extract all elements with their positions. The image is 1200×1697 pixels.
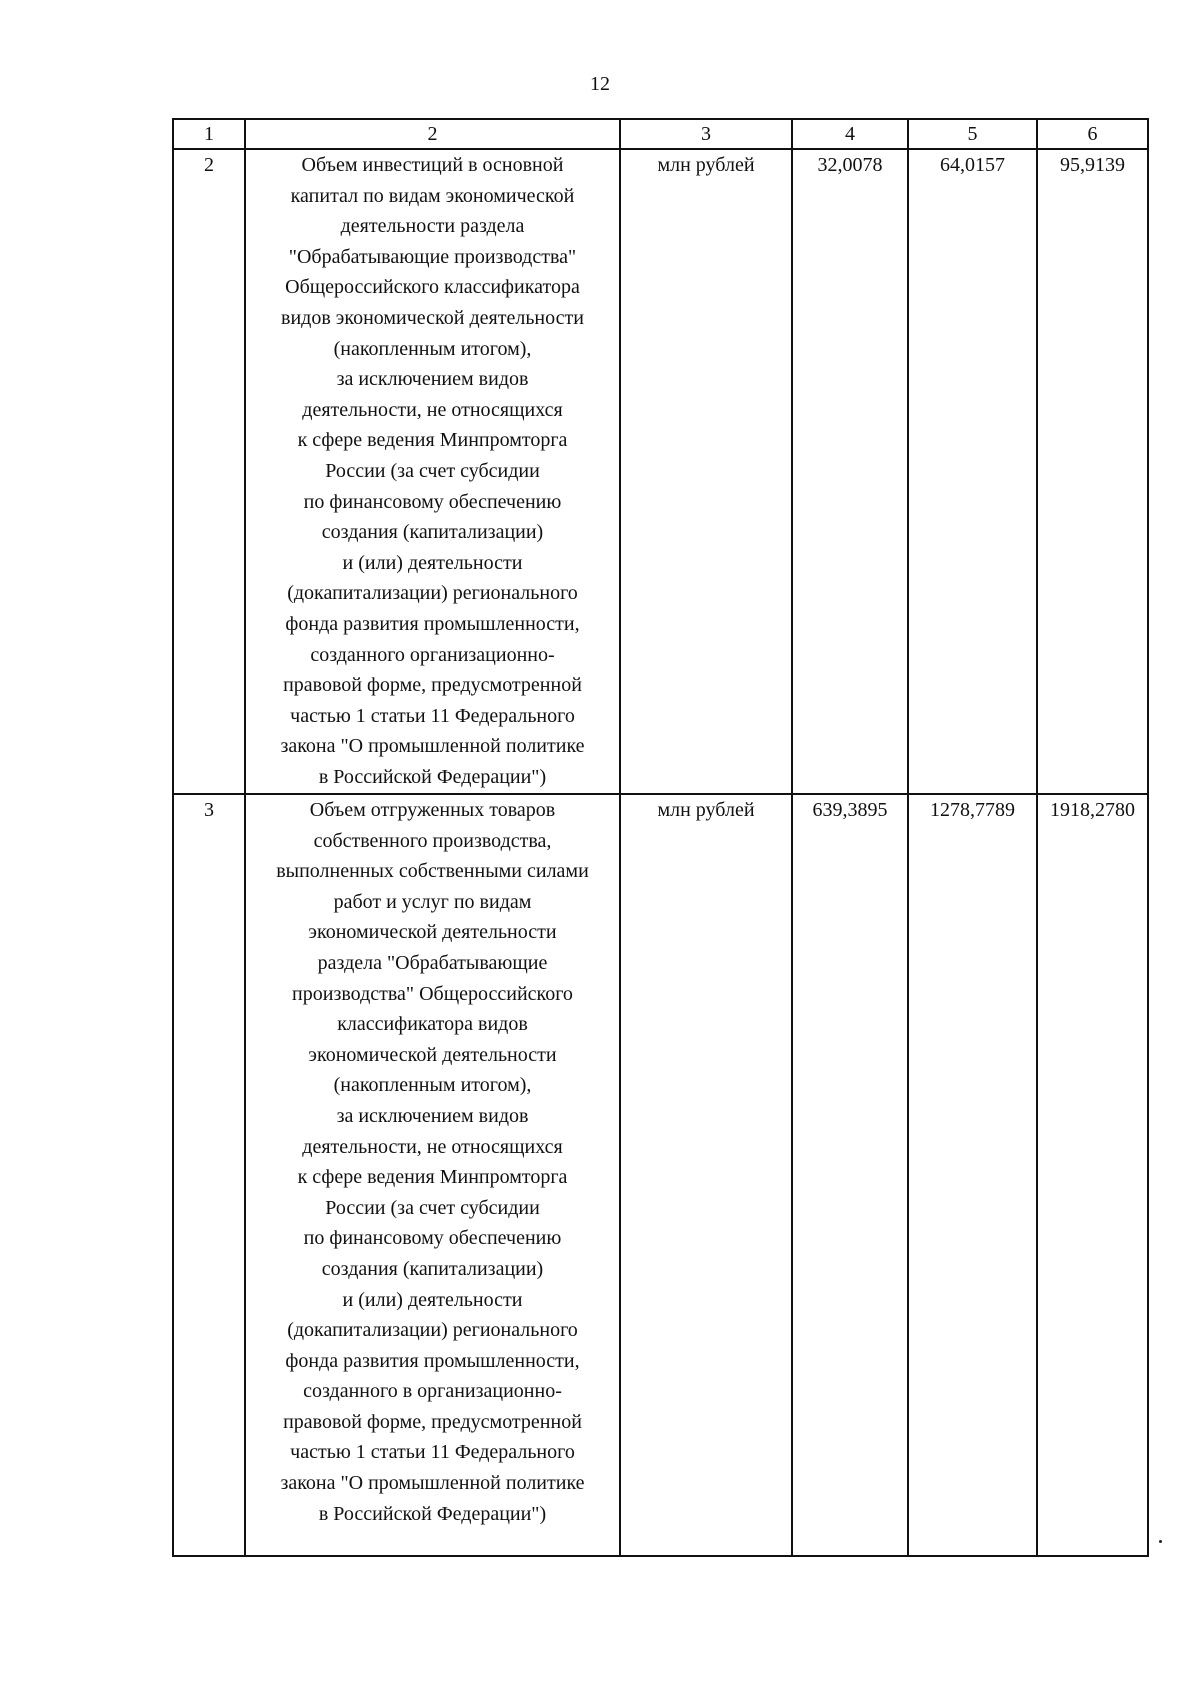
indicator-description-cell xyxy=(245,794,620,1556)
description-line: (докапитализации) регионального xyxy=(287,1319,578,1342)
description-line: по финансовому обеспечению xyxy=(303,490,562,513)
description-line: (накопленным итогом), xyxy=(333,1074,532,1097)
description-line: России (за счет субсидии xyxy=(325,459,540,482)
description-line: раздела "Обрабатывающие xyxy=(317,951,548,974)
description-line: закона "О промышленной политике xyxy=(280,735,585,758)
indicators-table xyxy=(172,118,1149,1557)
description-line: за исключением видов xyxy=(336,1104,529,1127)
unit-cell: млн рублей xyxy=(620,149,792,794)
description-line: и (или) деятельности xyxy=(342,1288,523,1311)
description-line: правовой форме, предусмотренной xyxy=(283,674,582,697)
value-cell-6: 95,9139 xyxy=(1037,149,1148,794)
description-line: производства" Общероссийского xyxy=(292,982,573,1005)
description-line: за исключением видов xyxy=(336,368,529,391)
description-line: классификатора видов xyxy=(337,1013,528,1036)
description-line: России (за счет субсидии xyxy=(325,1196,540,1219)
description-line: экономической деятельности xyxy=(308,1043,557,1066)
value-cell-5: 1278,7789 xyxy=(908,794,1037,1556)
description-line: в Российской Федерации") xyxy=(318,765,547,788)
description-line: Объем отгруженных товаров xyxy=(309,799,556,821)
description-line: Общероссийского классификатора xyxy=(285,276,580,299)
column-header-1: 1 xyxy=(173,119,245,149)
description-line: собственного производства, xyxy=(313,829,552,852)
description-line: к сфере ведения Минпромторга xyxy=(297,429,568,452)
description-line: деятельности раздела xyxy=(340,215,525,238)
description-line: к сфере ведения Минпромторга xyxy=(297,1166,568,1189)
column-header-3: 3 xyxy=(620,119,792,149)
description-line: фонда развития промышленности, xyxy=(285,1349,580,1372)
description-line: выполненных собственными силами xyxy=(276,860,589,883)
column-header-4: 4 xyxy=(792,119,908,149)
description-line: деятельности, не относящихся xyxy=(302,398,563,421)
description-line: частью 1 статьи 11 Федерального xyxy=(290,704,575,727)
stray-mark xyxy=(1159,1540,1162,1543)
description-line: по финансовому обеспечению xyxy=(303,1227,562,1250)
description-line: закона "О промышленной политике xyxy=(280,1472,585,1495)
description-line: в Российской Федерации") xyxy=(318,1502,547,1525)
row-number-cell: 2 xyxy=(173,149,245,794)
description-line: создания (капитализации) xyxy=(321,1257,544,1280)
description-line: частью 1 статьи 11 Федерального xyxy=(290,1441,575,1464)
column-header-6: 6 xyxy=(1037,119,1148,149)
value-cell-5: 64,0157 xyxy=(908,149,1037,794)
column-header-5: 5 xyxy=(908,119,1037,149)
description-line: созданного организационно- xyxy=(310,643,555,666)
description-line: фонда развития промышленности, xyxy=(285,612,580,635)
row-number-cell: 3 xyxy=(173,794,245,1556)
table-row xyxy=(173,149,1148,794)
column-number-row xyxy=(173,119,1148,149)
unit-cell: млн рублей xyxy=(620,794,792,1556)
value-cell-6: 1918,2780 xyxy=(1037,794,1148,1556)
table-row xyxy=(173,794,1148,1556)
description-line: видов экономической деятельности xyxy=(281,306,584,329)
page-number: 12 xyxy=(590,73,610,95)
value-cell-4: 639,3895 xyxy=(792,794,908,1556)
value-cell-4: 32,0078 xyxy=(792,149,908,794)
indicator-description-cell xyxy=(245,149,620,794)
description-line: создания (капитализации) xyxy=(321,521,544,544)
description-line: работ и услуг по видам xyxy=(333,890,532,913)
description-line: и (или) деятельности xyxy=(342,551,523,574)
description-line: экономической деятельности xyxy=(308,921,557,944)
description-line: деятельности, не относящихся xyxy=(302,1135,563,1158)
description-line: правовой форме, предусмотренной xyxy=(283,1410,582,1433)
column-header-2: 2 xyxy=(245,119,620,149)
description-line: капитал по видам экономической xyxy=(290,184,575,207)
description-line: созданного в организационно- xyxy=(303,1380,562,1403)
description-line: Объем инвестиций в основной xyxy=(301,154,564,176)
description-line: (докапитализации) регионального xyxy=(287,582,578,605)
description-line: "Обрабатывающие производства" xyxy=(288,245,577,268)
description-line: (накопленным итогом), xyxy=(333,337,532,360)
